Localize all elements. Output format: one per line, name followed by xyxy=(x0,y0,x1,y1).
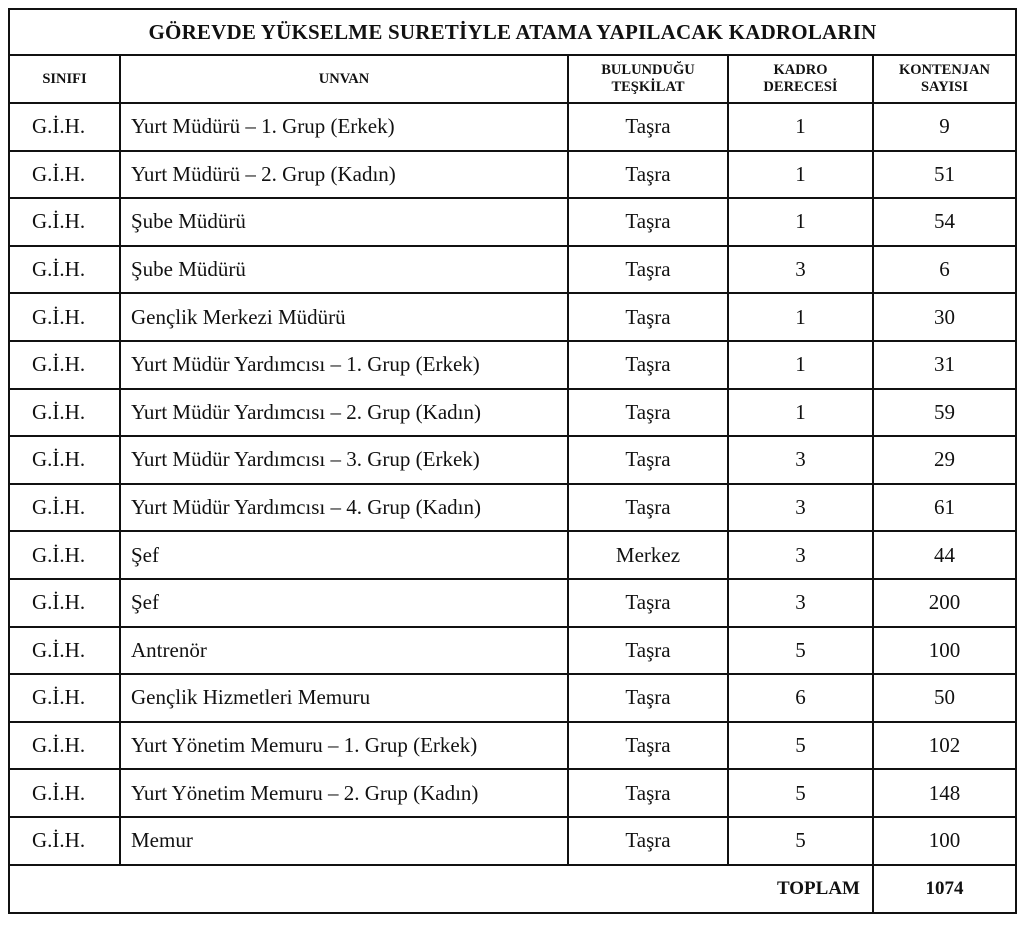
cell-sinifi: G.İ.H. xyxy=(9,484,120,532)
cell-teskilat: Taşra xyxy=(568,198,728,246)
cell-derece: 3 xyxy=(728,531,873,579)
cell-sinifi: G.İ.H. xyxy=(9,722,120,770)
cell-unvan: Yurt Yönetim Memuru – 1. Grup (Erkek) xyxy=(120,722,568,770)
cell-unvan: Şube Müdürü xyxy=(120,246,568,294)
cell-unvan: Yurt Müdür Yardımcısı – 4. Grup (Kadın) xyxy=(120,484,568,532)
cell-sinifi: G.İ.H. xyxy=(9,151,120,199)
header-sinifi: SINIFI xyxy=(9,55,120,103)
table-row xyxy=(9,769,1016,817)
cell-kontenjan: 200 xyxy=(873,579,1016,627)
cell-unvan: Yurt Müdürü – 2. Grup (Kadın) xyxy=(120,151,568,199)
cell-sinifi: G.İ.H. xyxy=(9,627,120,675)
cell-kontenjan: 51 xyxy=(873,151,1016,199)
header-kontenjan: KONTENJAN SAYISI xyxy=(873,55,1016,103)
header-row xyxy=(9,55,1016,103)
table-row xyxy=(9,341,1016,389)
cell-derece: 6 xyxy=(728,674,873,722)
cell-teskilat: Taşra xyxy=(568,722,728,770)
cell-teskilat: Taşra xyxy=(568,436,728,484)
table-row xyxy=(9,389,1016,437)
table-row xyxy=(9,436,1016,484)
cell-teskilat: Taşra xyxy=(568,246,728,294)
cell-kontenjan: 50 xyxy=(873,674,1016,722)
kadro-table xyxy=(8,8,1017,914)
cell-kontenjan: 100 xyxy=(873,817,1016,865)
cell-teskilat: Taşra xyxy=(568,817,728,865)
cell-sinifi: G.İ.H. xyxy=(9,769,120,817)
table-row xyxy=(9,103,1016,151)
cell-teskilat: Taşra xyxy=(568,151,728,199)
cell-teskilat: Taşra xyxy=(568,579,728,627)
cell-kontenjan: 54 xyxy=(873,198,1016,246)
cell-kontenjan: 9 xyxy=(873,103,1016,151)
cell-teskilat: Taşra xyxy=(568,103,728,151)
cell-kontenjan: 59 xyxy=(873,389,1016,437)
cell-sinifi: G.İ.H. xyxy=(9,293,120,341)
table-row xyxy=(9,674,1016,722)
cell-teskilat: Taşra xyxy=(568,769,728,817)
cell-kontenjan: 6 xyxy=(873,246,1016,294)
header-teskilat: BULUNDUĞU TEŞKİLAT xyxy=(568,55,728,103)
cell-derece: 1 xyxy=(728,151,873,199)
header-derece: KADRO DERECESİ xyxy=(728,55,873,103)
total-row xyxy=(9,865,1016,913)
cell-unvan: Gençlik Merkezi Müdürü xyxy=(120,293,568,341)
cell-unvan: Şube Müdürü xyxy=(120,198,568,246)
cell-derece: 1 xyxy=(728,103,873,151)
cell-kontenjan: 29 xyxy=(873,436,1016,484)
cell-kontenjan: 102 xyxy=(873,722,1016,770)
table-row xyxy=(9,246,1016,294)
cell-kontenjan: 44 xyxy=(873,531,1016,579)
cell-kontenjan: 31 xyxy=(873,341,1016,389)
cell-derece: 5 xyxy=(728,769,873,817)
cell-derece: 5 xyxy=(728,627,873,675)
table-row xyxy=(9,198,1016,246)
cell-derece: 5 xyxy=(728,722,873,770)
total-label: TOPLAM xyxy=(9,865,873,913)
cell-kontenjan: 61 xyxy=(873,484,1016,532)
cell-sinifi: G.İ.H. xyxy=(9,436,120,484)
cell-unvan: Gençlik Hizmetleri Memuru xyxy=(120,674,568,722)
table-row xyxy=(9,293,1016,341)
cell-sinifi: G.İ.H. xyxy=(9,817,120,865)
cell-sinifi: G.İ.H. xyxy=(9,531,120,579)
cell-derece: 1 xyxy=(728,389,873,437)
cell-kontenjan: 100 xyxy=(873,627,1016,675)
cell-sinifi: G.İ.H. xyxy=(9,198,120,246)
table-title: GÖREVDE YÜKSELME SURETİYLE ATAMA YAPILACAK KADROLARIN xyxy=(9,9,1016,55)
cell-sinifi: G.İ.H. xyxy=(9,341,120,389)
cell-teskilat: Taşra xyxy=(568,674,728,722)
table-row xyxy=(9,817,1016,865)
cell-teskilat: Taşra xyxy=(568,389,728,437)
cell-sinifi: G.İ.H. xyxy=(9,246,120,294)
cell-derece: 3 xyxy=(728,484,873,532)
cell-derece: 3 xyxy=(728,436,873,484)
cell-unvan: Yurt Müdürü – 1. Grup (Erkek) xyxy=(120,103,568,151)
cell-teskilat: Taşra xyxy=(568,627,728,675)
table-row xyxy=(9,722,1016,770)
cell-kontenjan: 148 xyxy=(873,769,1016,817)
cell-sinifi: G.İ.H. xyxy=(9,579,120,627)
cell-teskilat: Merkez xyxy=(568,531,728,579)
cell-unvan: Yurt Yönetim Memuru – 2. Grup (Kadın) xyxy=(120,769,568,817)
cell-unvan: Yurt Müdür Yardımcısı – 1. Grup (Erkek) xyxy=(120,341,568,389)
cell-derece: 3 xyxy=(728,246,873,294)
cell-unvan: Antrenör xyxy=(120,627,568,675)
total-value: 1074 xyxy=(873,865,1016,913)
cell-derece: 1 xyxy=(728,198,873,246)
cell-derece: 1 xyxy=(728,293,873,341)
cell-unvan: Yurt Müdür Yardımcısı – 3. Grup (Erkek) xyxy=(120,436,568,484)
cell-derece: 3 xyxy=(728,579,873,627)
cell-teskilat: Taşra xyxy=(568,484,728,532)
cell-sinifi: G.İ.H. xyxy=(9,674,120,722)
cell-kontenjan: 30 xyxy=(873,293,1016,341)
cell-sinifi: G.İ.H. xyxy=(9,389,120,437)
table-row xyxy=(9,579,1016,627)
cell-unvan: Memur xyxy=(120,817,568,865)
cell-derece: 5 xyxy=(728,817,873,865)
cell-derece: 1 xyxy=(728,341,873,389)
table-row xyxy=(9,531,1016,579)
table-row xyxy=(9,151,1016,199)
table-row xyxy=(9,627,1016,675)
cell-unvan: Yurt Müdür Yardımcısı – 2. Grup (Kadın) xyxy=(120,389,568,437)
header-unvan: UNVAN xyxy=(120,55,568,103)
cell-teskilat: Taşra xyxy=(568,341,728,389)
cell-teskilat: Taşra xyxy=(568,293,728,341)
table-row xyxy=(9,484,1016,532)
cell-sinifi: G.İ.H. xyxy=(9,103,120,151)
cell-unvan: Şef xyxy=(120,531,568,579)
cell-unvan: Şef xyxy=(120,579,568,627)
